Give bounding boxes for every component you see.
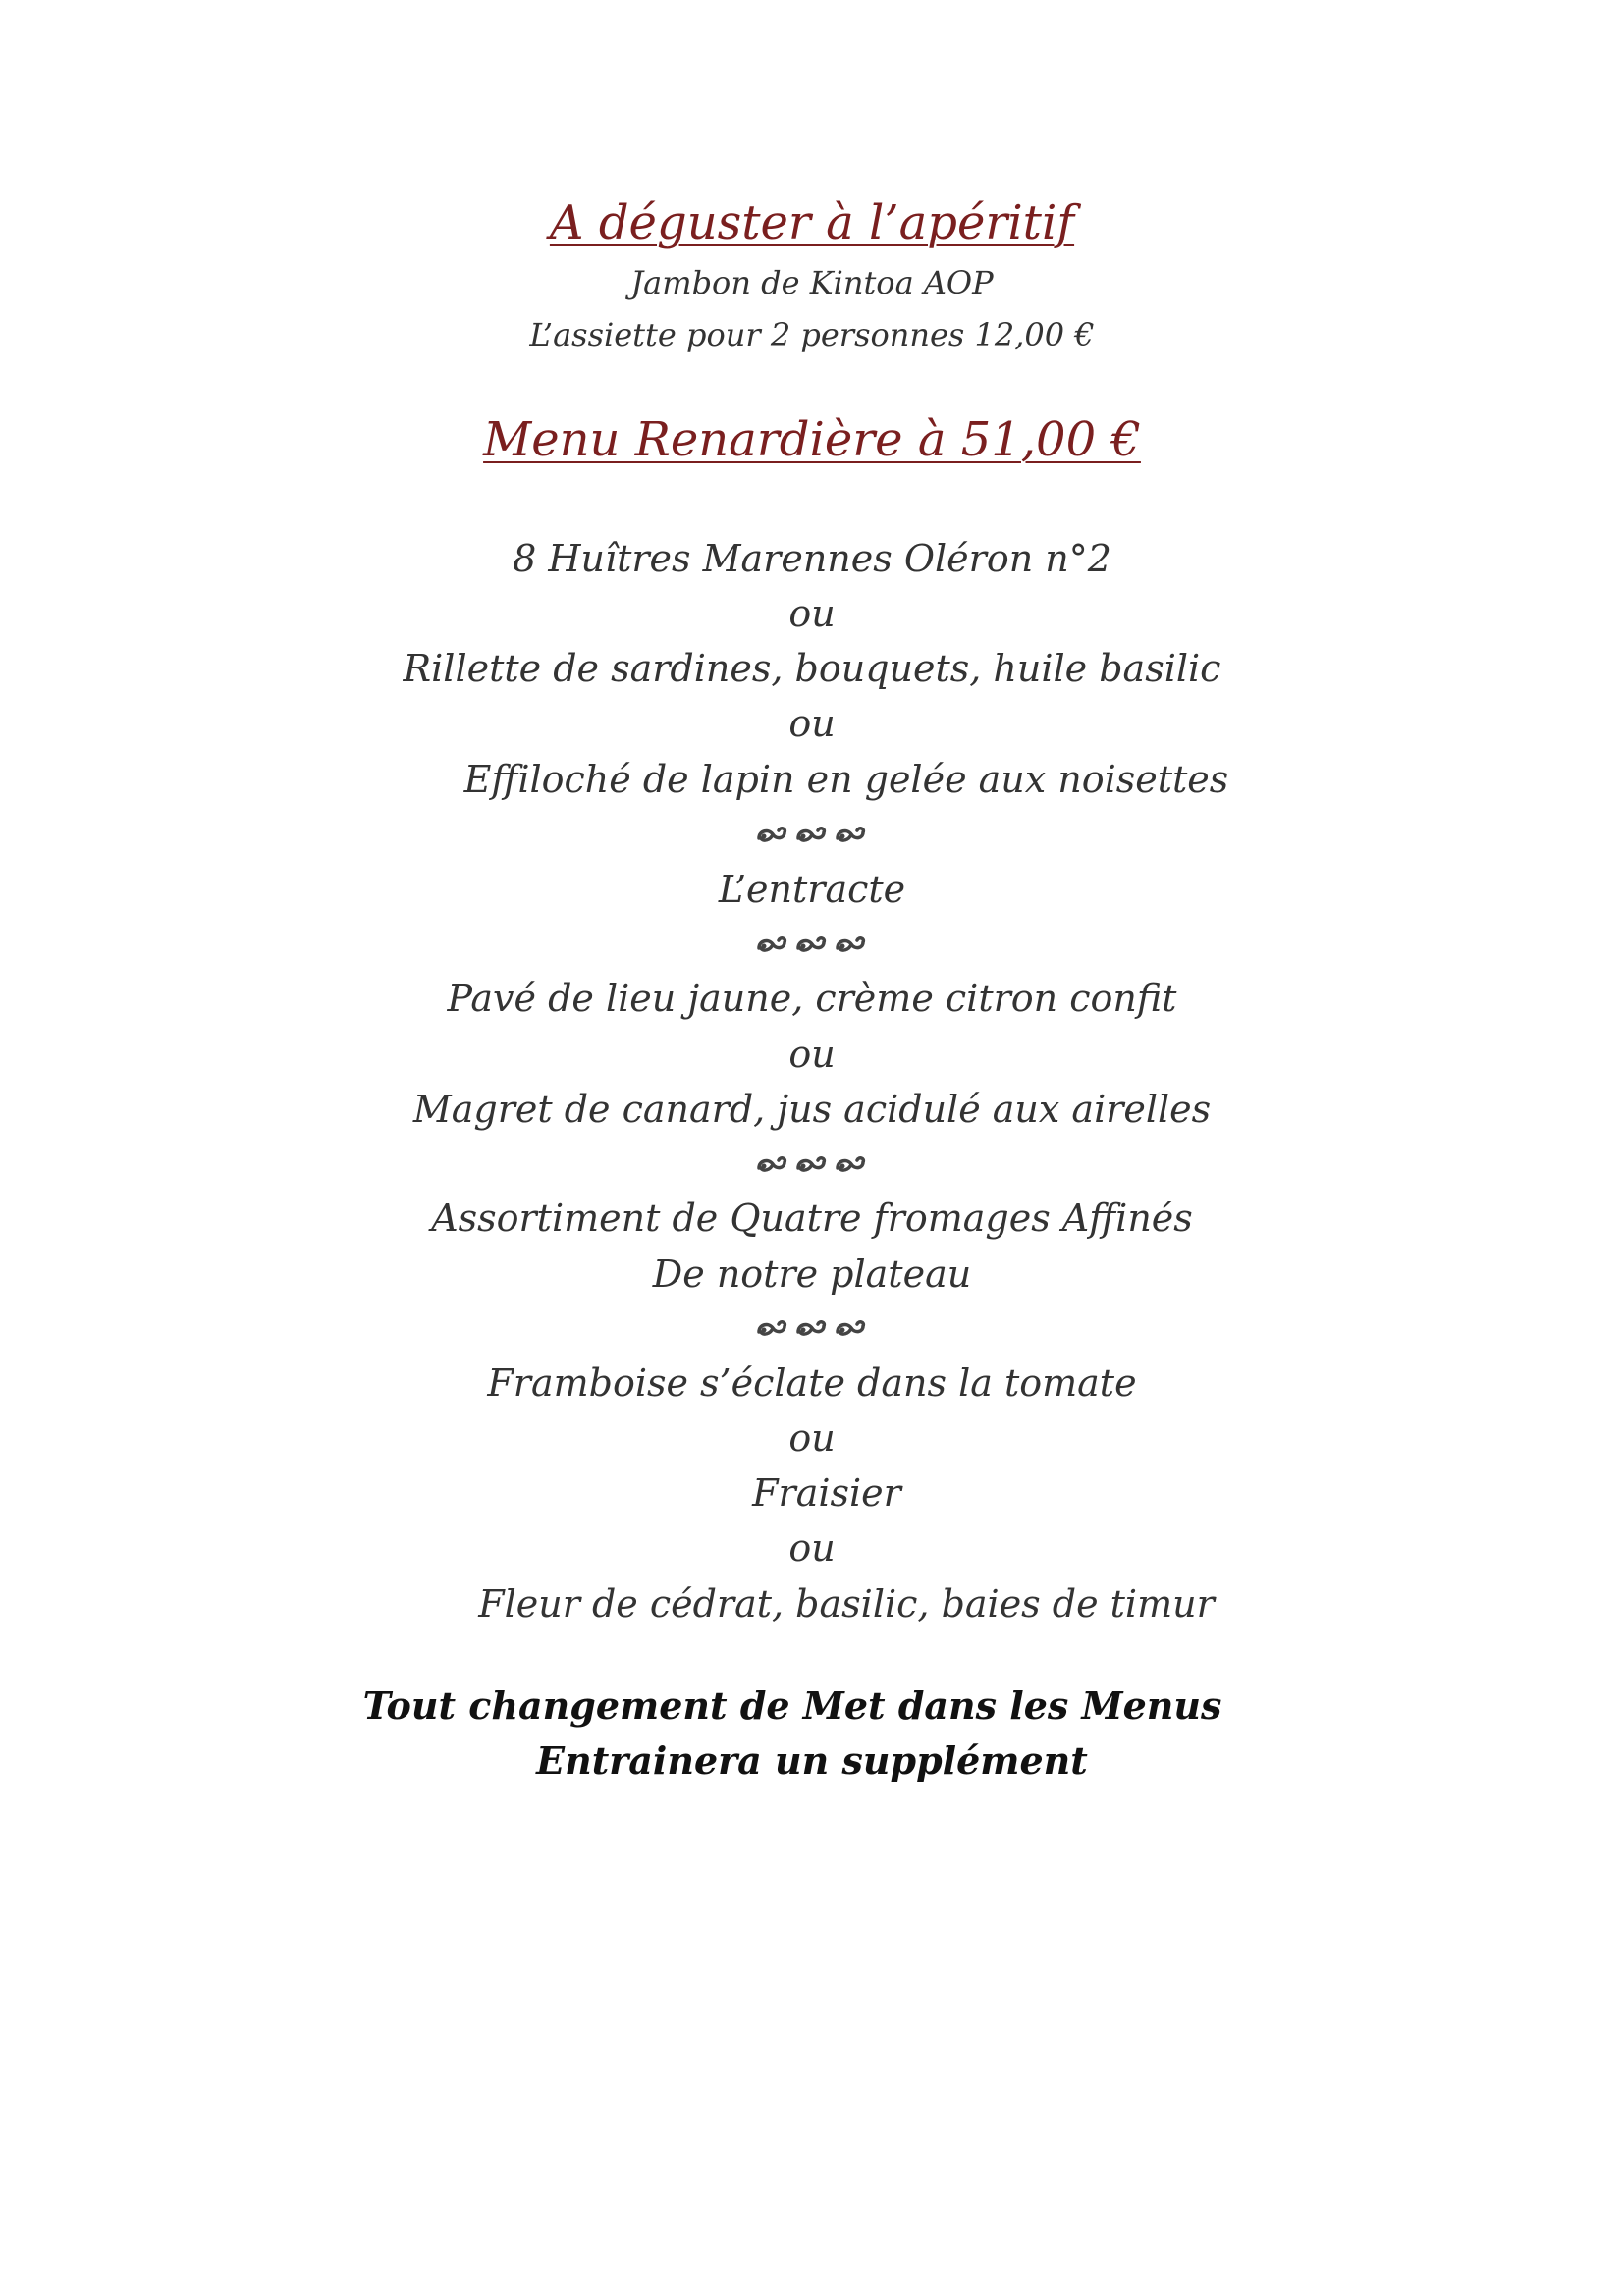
ornament-divider-3 bbox=[0, 1154, 1624, 1178]
aperitif-price: L’assiette pour 2 personnes 12,00 € bbox=[529, 316, 1095, 353]
notice-line-1: Tout changement de Met dans les Menus bbox=[362, 1683, 1222, 1728]
dessert-or-1: ou bbox=[788, 1416, 836, 1460]
starter-option-1: 8 Huîtres Marennes Oléron n°2 bbox=[513, 537, 1111, 580]
swirl-ornament-icon bbox=[755, 1154, 790, 1178]
starter-option-3: Effiloché de lapin en gelée aux noisettes bbox=[463, 758, 1229, 801]
starter-or-2: ou bbox=[788, 702, 836, 745]
swirl-ornament-icon bbox=[834, 1318, 869, 1342]
main-option-2: Magret de canard, jus acidulé aux airelles bbox=[412, 1088, 1212, 1131]
cheese-line-2: De notre plateau bbox=[652, 1253, 972, 1296]
swirl-ornament-icon bbox=[834, 1154, 869, 1178]
swirl-ornament-icon bbox=[755, 1318, 790, 1342]
swirl-ornament-icon bbox=[834, 934, 869, 958]
swirl-ornament-icon bbox=[794, 934, 830, 958]
dessert-option-3: Fleur de cédrat, basilic, baies de timur bbox=[478, 1582, 1215, 1626]
swirl-ornament-icon bbox=[755, 825, 790, 848]
dessert-or-2: ou bbox=[788, 1526, 836, 1570]
ornament-divider-4 bbox=[0, 1318, 1624, 1342]
aperitif-title: A déguster à l’apéritif bbox=[549, 195, 1075, 250]
starter-option-2: Rillette de sardines, bouquets, huile basilic bbox=[403, 647, 1221, 690]
ornament-divider-1 bbox=[0, 825, 1624, 848]
ornament-divider-2 bbox=[0, 934, 1624, 958]
dessert-option-2: Fraisier bbox=[752, 1471, 901, 1515]
swirl-ornament-icon bbox=[794, 825, 830, 848]
intermission: L’entracte bbox=[718, 868, 906, 911]
swirl-ornament-icon bbox=[834, 825, 869, 848]
swirl-ornament-icon bbox=[755, 934, 790, 958]
cheese-line-1: Assortiment de Quatre fromages Affinés bbox=[431, 1197, 1193, 1240]
starter-or-1: ou bbox=[788, 592, 836, 635]
dessert-option-1: Framboise s’éclate dans la tomate bbox=[487, 1362, 1137, 1405]
swirl-ornament-icon bbox=[794, 1154, 830, 1178]
main-option-1: Pavé de lieu jaune, crème citron confit bbox=[447, 977, 1177, 1020]
notice-line-2: Entrainera un supplément bbox=[536, 1738, 1088, 1783]
main-or-1: ou bbox=[788, 1033, 836, 1076]
menu-title: Menu Renardière à 51,00 € bbox=[483, 412, 1141, 467]
aperitif-item: Jambon de Kintoa AOP bbox=[630, 264, 994, 301]
swirl-ornament-icon bbox=[794, 1318, 830, 1342]
